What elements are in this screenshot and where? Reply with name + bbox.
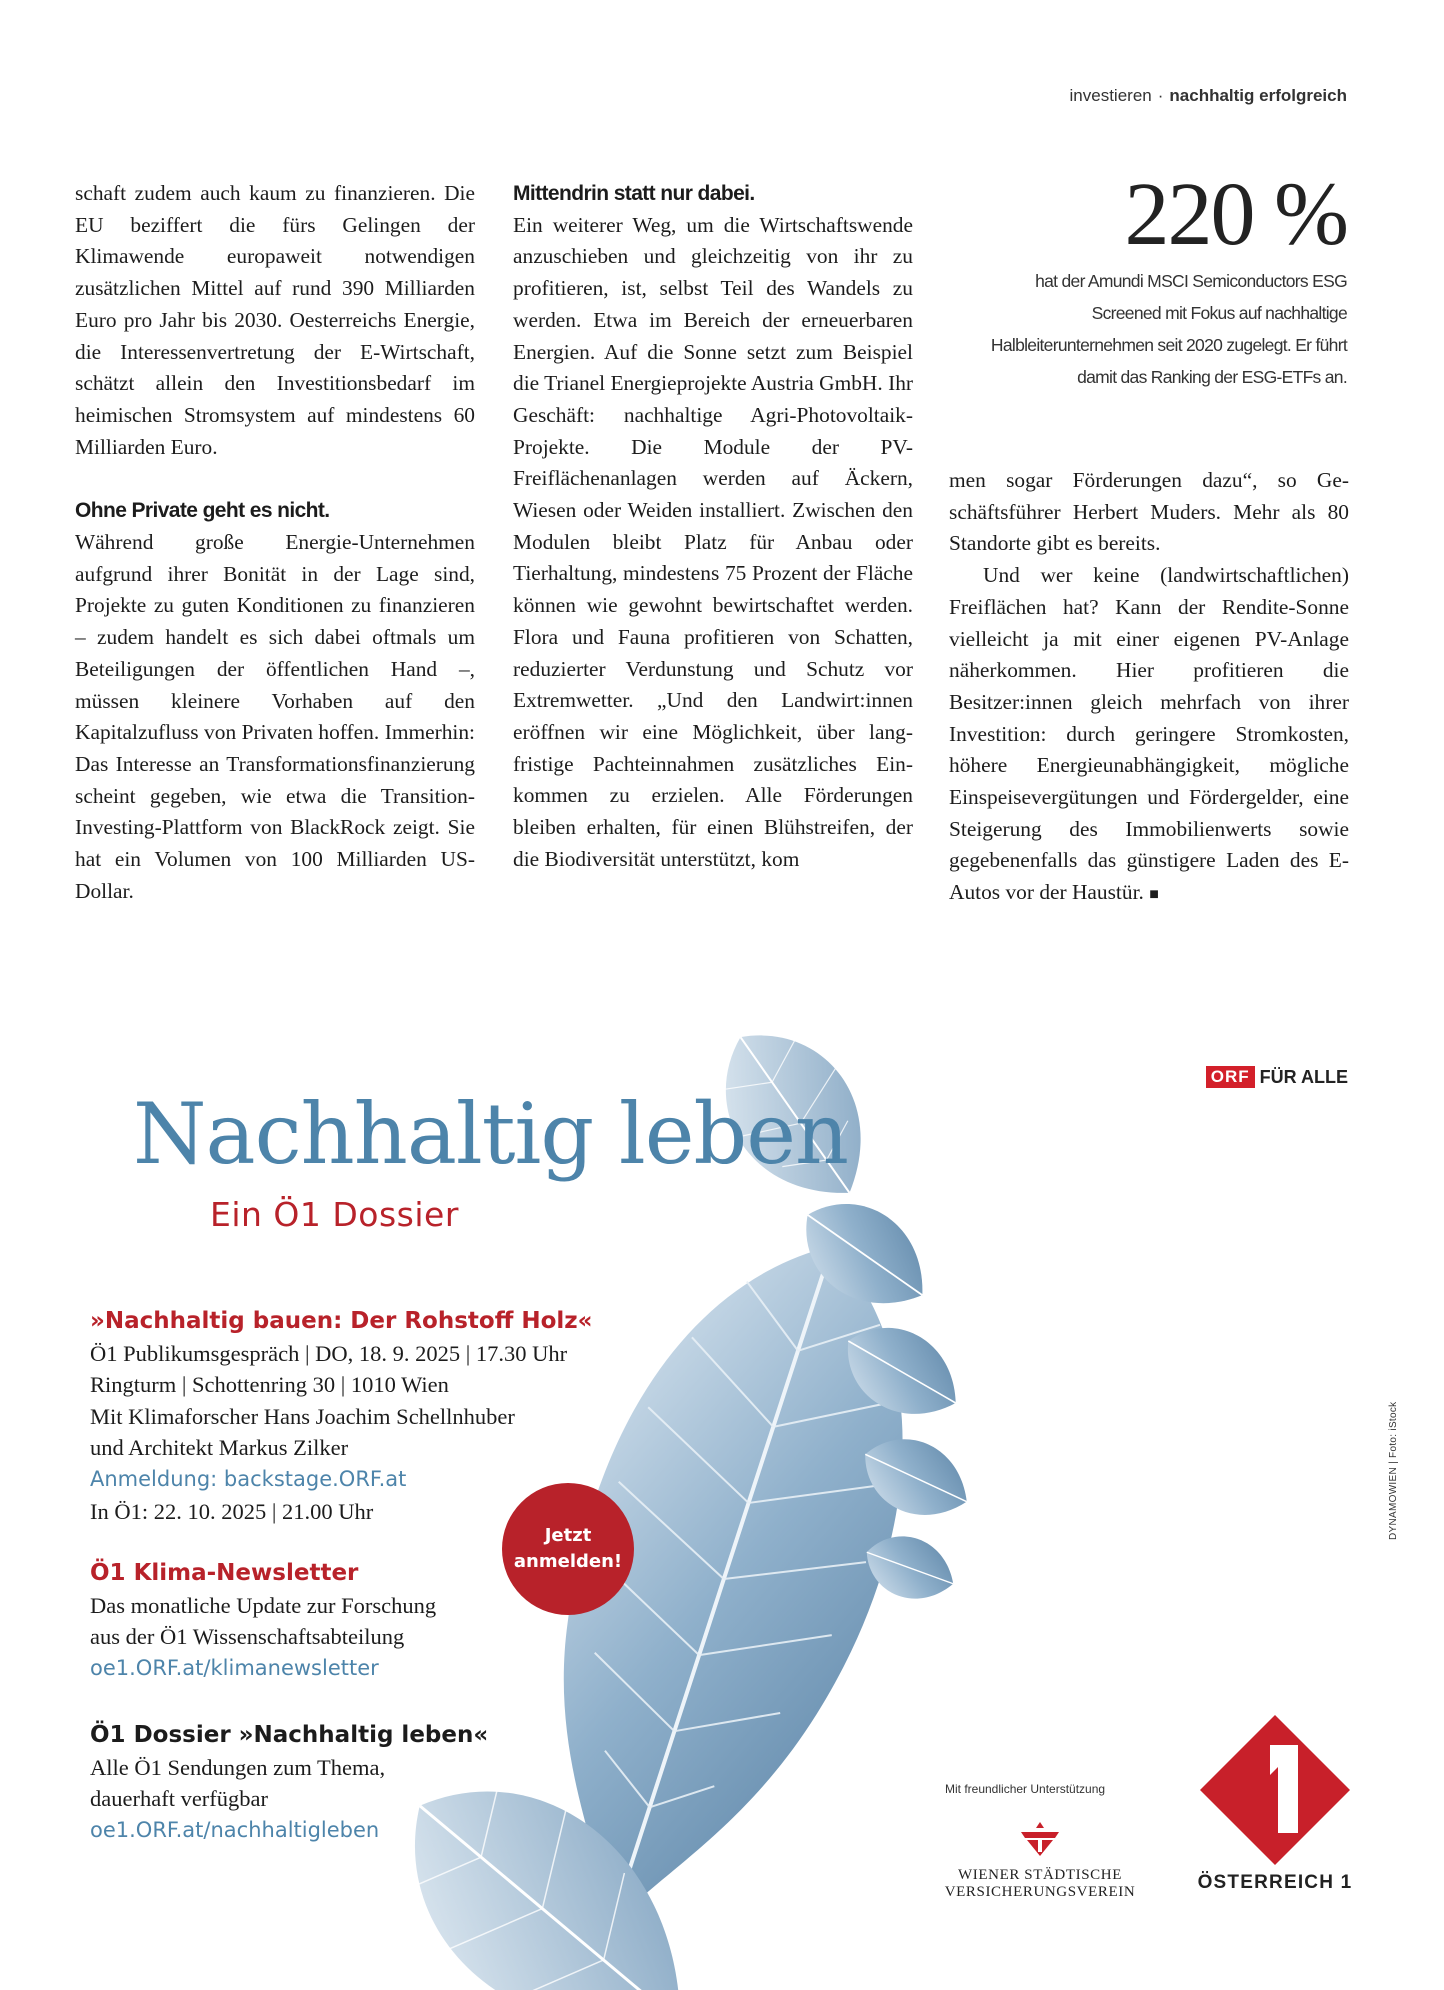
header-separator: · [1157,86,1164,105]
sponsor-name-line: WIENER STÄDTISCHE [958,1867,1122,1883]
ad-event-block [90,1306,593,1527]
event-title: »Nachhaltig bauen: Der Rohstoff Holz« [90,1308,593,1334]
subheading: Ohne Private geht es nicht. [75,499,330,523]
paragraph [949,560,1349,911]
paragraph: Ein weiterer Weg, um die Wirtschaftswende anzuschieben und gleichzeitig von ihr zu profitieren, ist, selbst Teil des Wandels zu werden. Etwa im Bereich der erneuerbaren Energien. Auf die Sonne setzt zum Beispiel die Trianel Energieprojekte Austria GmbH. Ihr Geschäft: nachhaltige Agri-Photovoltaik-Projekte. Die Module der PV-Freiflächenanlagen werden auf Äckern, Wiesen oder Weiden installiert. Zwischen den Modulen bleibt Platz für Anbau oder Tierhaltung, mindestens 75 Prozent der Fläche können wie gewohnt bewirtschaftet werden. Flora und Fauna profitieren von Schatten, reduzierter Verdunstung und Schutz vor Extremwetter. „Und den Landwirt:innen eröffnen wir eine Möglichkeit, über langfristige Pachteinnahmen zusätzliches Einkommen zu erzielen. Alle Förderungen bleiben erhalten, für einen Blühstreifen, der die Biodiversität unterstützt, kom [513,212,914,871]
event-line: Ringturm | Schottenring 30 | 1010 Wien [90,1372,449,1398]
page-header [1070,86,1347,106]
ad-newsletter-block [90,1558,436,1684]
stat-callout [987,165,1347,393]
article-column-1 [75,178,475,907]
oe1-diamond-icon [1200,1715,1350,1865]
dossier-line: Alle Ö1 Sendungen zum Thema, [90,1754,386,1780]
sponsor-logo [940,1818,1140,1901]
badge-line: anmelden! [513,1551,623,1572]
orf-logo [1206,1066,1348,1088]
stat-number: 220 % [1124,165,1347,264]
dossier-line: dauerhaft verfügbar [90,1786,269,1812]
sponsor-name-line: VERSICHERUNGSVEREIN [944,1884,1136,1900]
event-line: In Ö1: 22. 10. 2025 | 21.00 Uhr [90,1498,374,1524]
ad-subtitle: Ein Ö1 Dossier [210,1195,459,1234]
register-badge[interactable] [502,1483,634,1615]
paragraph: Während große Energie-Unternehmen aufgrund ihrer Bonität in der Lage sind, Projekte zu guten Konditionen zu finanzieren – zudem handelt es sich dabei oftmals um Beteiligungen der öffentlichen Hand –, müssen kleinere Vorhaben auf den Kapitalzufluss von Privaten hoffen. Immerhin: Das Interesse an Transformationsfinanzierung scheint gegeben, wie etwa die Transition-Investing-Plattform von BlackRock zeigt. Sie hat ein Volumen von 100 Milliarden US-Dollar. [75,530,475,903]
article-column-3 [949,465,1349,911]
ad-title: Nachhaltig leben [133,1085,849,1183]
sponsor-emblem-icon [1015,1818,1065,1858]
badge-line: Jetzt [544,1525,592,1546]
paragraph: schaft zudem auch kaum zu finanzieren. Die EU beziffert die fürs Gelingen der Klimawende europaweit notwendigen zusätzlichen Mittel auf rund 390 Milliarden Euro pro Jahr bis 2030. Oesterreichs Energie, die Interessenvertretung der E-Wirtschaft, schätzt allein den Investitionsbedarf im heimischen Stromsystem auf mindestens 60 Milliarden Euro. [75,181,475,459]
newsletter-link[interactable]: oe1.ORF.at/klimanewsletter [90,1655,379,1680]
paragraph-text: Und wer keine (landwirtschaftlichen) Freiflächen hat? Kann der Rendite-Sonne vielleicht ja mit einer eigenen PV-Anlage näherkommen. Hier profitieren die Besitzer:innen gleich mehrfach von ihrer Investition: durch geringere Stromkosten, höhere Energieunabhängigkeit, mögliche Einspeisevergütungen und Fördergelder, eine Steigerung des Immobilienwerts sowie gegebenenfalls das günstigere Laden des E-Autos vor der Haustür. [949,563,1349,905]
article-column-2 [513,178,913,875]
sponsor-name [940,1867,1140,1901]
orf-logo-text: FÜR ALLE [1259,1066,1348,1087]
photo-credit: DYNAMOWIEN | Foto: iStock [1388,1401,1399,1540]
dossier-title: Ö1 Dossier »Nachhaltig leben« [90,1722,489,1748]
event-line: Mit Klimaforscher Hans Joachim Schellnhuber [90,1403,515,1429]
oe1-logo [1195,1715,1355,1894]
newsletter-line: Das monatliche Update zur Forschung [90,1592,437,1618]
event-registration-link[interactable]: Anmeldung: backstage.ORF.at [90,1466,407,1491]
header-topic: nachhaltig erfolgreich [1169,86,1347,105]
paragraph: men sogar Förderungen dazu“, so Geschäftsführer Herbert Muders. Mehr als 80 Standorte gibt es bereits. [949,468,1349,556]
support-label: Mit freundlicher Unterstützung [945,1782,1106,1796]
subheading: Mittendrin statt nur dabei. [513,182,755,205]
end-mark: ■ [1149,886,1159,904]
header-section: investieren [1069,86,1152,105]
newsletter-line: aus der Ö1 Wissenschaftsabteilung [90,1624,405,1650]
event-line: Ö1 Publikumsgespräch | DO, 18. 9. 2025 | 17.30 Uhr [90,1340,568,1366]
event-line: und Architekt Markus Zilker [90,1435,349,1461]
ad-dossier-block [90,1720,488,1846]
dossier-link[interactable]: oe1.ORF.at/nachhaltigleben [90,1817,380,1842]
stat-description: hat der Amundi MSCI Semiconductors ESG Screened mit Fokus auf nachhaltige Halbleiterunternehmen seit 2020 zugelegt. Er führt damit das Ranking der ESG-ETFs an. [990,271,1347,387]
orf-logo-box: ORF [1206,1066,1255,1088]
newsletter-title: Ö1 Klima-Newsletter [90,1560,359,1586]
station-name: ÖSTERREICH 1 [1197,1872,1353,1893]
